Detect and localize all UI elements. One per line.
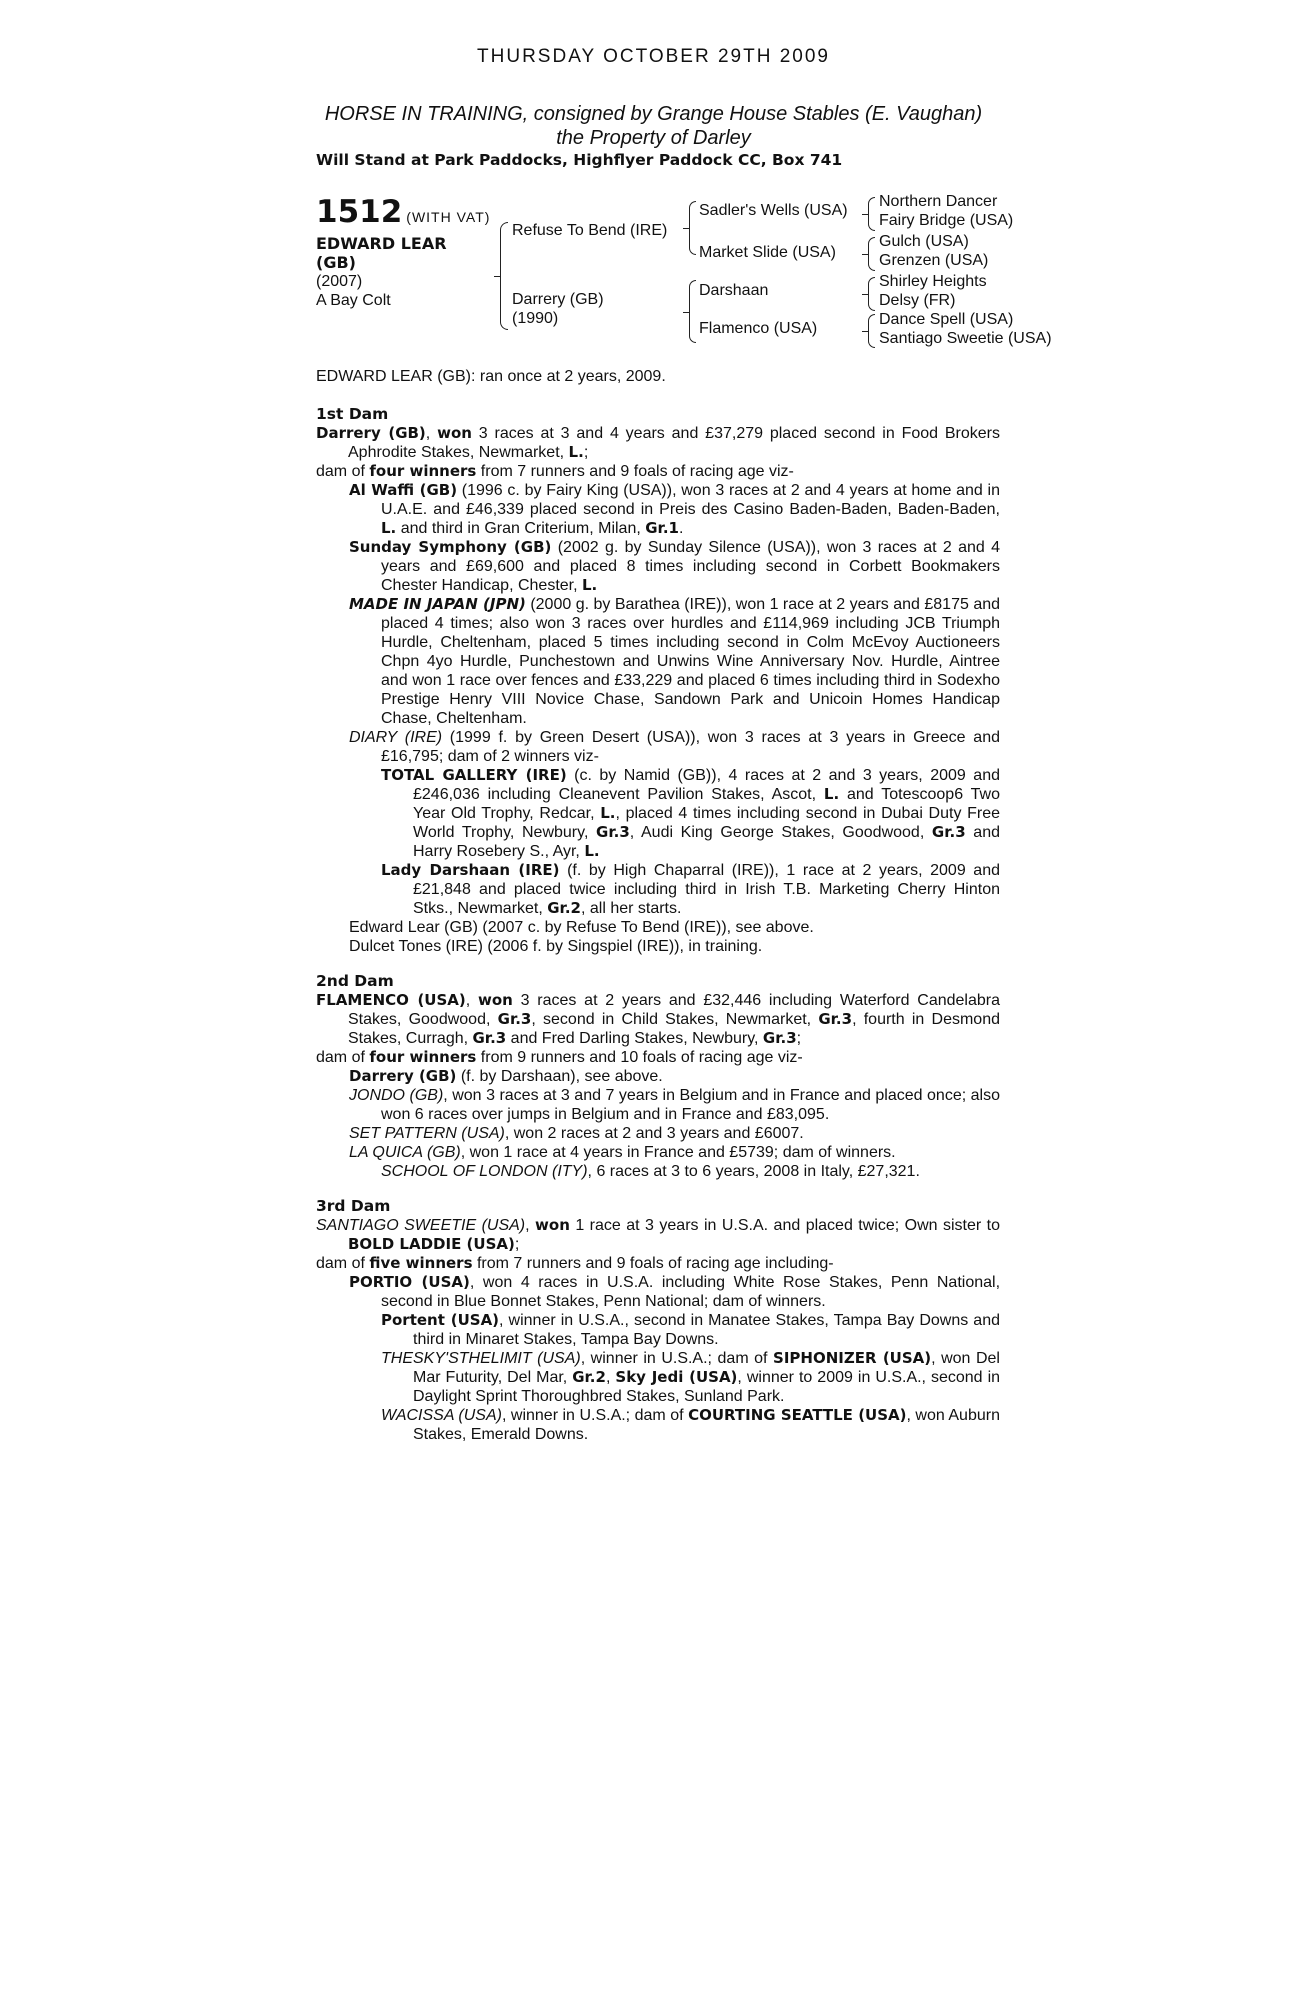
- produce-entry: THESKY'STHELIMIT (USA), winner in U.S.A.; dam of SIPHONIZER (USA), won Del Mar Futurity, Del Mar, Gr.2, Sky Jedi (USA), winner to 2009 in U.S.A., second in Daylight Sprint Thoroughbred Stakes, Sunland Park.: [381, 1349, 1001, 1405]
- pedigree-dam: Darrery (GB): [512, 291, 604, 308]
- pedigree-brace-sd: [868, 237, 875, 271]
- produce-entry: SET PATTERN (USA), won 2 races at 2 and 3 years and £6007.: [349, 1125, 804, 1142]
- produce-entry: MADE IN JAPAN (JPN) (2000 g. by Barathea (IRE)), won 1 race at 2 years and £8175 and placed 4 times; also won 3 races over hurdles and £114,969 including JCB Triumph Hurdle, Cheltenham, placed 5 times including second in Colm McEvoy Auctioneers Chpn 4yo Hurdle, Punchestown and Unwins Wine Anniversary Nov. Hurdle, Aintree and won 1 race over fences and £33,229 and placed 6 times including third in Sodexho Prestige Henry VIII Novice Chase, Sandown Park and Unicoin Homes Handicap Chase, Cheltenham.: [349, 595, 1001, 727]
- third-dam-heading: 3rd Dam: [316, 1197, 391, 1215]
- pedigree-ssd: Fairy Bridge (USA): [879, 212, 1014, 229]
- pedigree-ddd: Santiago Sweetie (USA): [879, 330, 1052, 347]
- vat-note: (WITH VAT): [406, 209, 491, 225]
- produce-entry: Dulcet Tones (IRE) (2006 f. by Singspiel (IRE)), in training.: [349, 938, 763, 955]
- consignment-heading: [0, 102, 1307, 150]
- pedigree-dam-year: (1990): [512, 310, 559, 327]
- third-dam-produce: dam of five winners from 7 runners and 9 foals of racing age including-: [316, 1254, 834, 1272]
- pedigree-sdd: Grenzen (USA): [879, 252, 989, 269]
- pedigree-brace-sire: [689, 201, 696, 255]
- first-dam-heading: 1st Dam: [316, 405, 389, 423]
- second-dam-intro: FLAMENCO (USA), won 3 races at 2 years and £32,446 including Waterford Candelabra Stakes, Goodwood, Gr.3, second in Child Stakes, Newmarket, Gr.3, fourth in Desmond Stakes, Curragh, Gr.3 and Fred Darling Stakes, Newbury, Gr.3;: [316, 991, 1001, 1047]
- lot-number: 1512: [316, 194, 403, 230]
- property-line: the Property of Darley: [556, 127, 751, 149]
- horse-description: A Bay Colt: [316, 292, 391, 309]
- pedigree-dam-sire: Darshaan: [699, 282, 769, 299]
- pedigree-sds: Gulch (USA): [879, 233, 969, 250]
- pedigree-sss: Northern Dancer: [879, 193, 998, 210]
- pedigree-dam-dam: Flamenco (USA): [699, 320, 818, 337]
- first-dam-produce: dam of four winners from 7 runners and 9 foals of racing age viz-: [316, 462, 794, 480]
- produce-entry: DIARY (IRE) (1999 f. by Green Desert (USA)), won 3 races at 3 years in Greece and £16,795; dam of 2 winners viz-: [349, 729, 1000, 765]
- horse-name: EDWARD LEAR (GB): [316, 234, 447, 272]
- second-dam-produce: dam of four winners from 9 runners and 10 foals of racing age viz-: [316, 1048, 803, 1066]
- pedigree-brace-main: [500, 222, 508, 330]
- produce-entry: LA QUICA (GB), won 1 race at 4 years in France and £5739; dam of winners.: [349, 1144, 896, 1161]
- family-record: [316, 405, 1000, 1444]
- lot-number-block: [316, 194, 490, 230]
- pedigree-sire-dam: Market Slide (USA): [699, 244, 836, 261]
- horse-details: [316, 272, 391, 310]
- first-dam-intro: Darrery (GB), won 3 races at 3 and 4 years and £37,279 placed second in Food Brokers Aphrodite Stakes, Newmarket, L.;: [316, 424, 1000, 461]
- pedigree-brace-ss: [868, 197, 875, 231]
- pedigree-dds: Dance Spell (USA): [879, 311, 1014, 328]
- produce-entry: PORTIO (USA), won 4 races in U.S.A. including White Rose Stakes, Penn National, second in Blue Bonnet Stakes, Penn National; dam of winners.: [349, 1273, 1001, 1310]
- produce-entry: Sunday Symphony (GB) (2002 g. by Sunday Silence (USA)), won 3 races at 2 and 4 years and £69,600 and placed 8 times including second in Corbett Bookmakers Chester Handicap, Chester, L.: [349, 538, 1000, 594]
- produce-entry: Portent (USA), winner in U.S.A., second in Manatee Stakes, Tampa Bay Downs and third in Minaret Stakes, Tampa Bay Downs.: [381, 1311, 1000, 1348]
- pedigree-brace-dam: [689, 280, 696, 343]
- produce-entry: Lady Darshaan (IRE) (f. by High Chaparral (IRE)), 1 race at 2 years, 2009 and £21,848 and placed twice including third in Irish T.B. Marketing Cherry Hinton Stks., Newmarket, Gr.2, all her starts.: [381, 861, 1001, 917]
- pedigree-brace-dd: [868, 314, 875, 348]
- produce-entry: WACISSA (USA), winner in U.S.A.; dam of COURTING SEATTLE (USA), won Auburn Stakes, Emerald Downs.: [381, 1406, 1000, 1443]
- produce-entry: TOTAL GALLERY (IRE) (c. by Namid (GB)), 4 races at 2 and 3 years, 2009 and £246,036 including Cleanevent Pavilion Stakes, Ascot, L. and Totescoop6 Two Year Old Trophy, Redcar, L., placed 4 times including second in Dubai Duty Free World Trophy, Newbury, Gr.3, Audi King George Stakes, Goodwood, Gr.3 and Harry Rosebery S., Ayr, L.: [381, 766, 1001, 860]
- race-summary: EDWARD LEAR (GB): ran once at 2 years, 2009.: [316, 368, 666, 385]
- pedigree-dss: Shirley Heights: [879, 273, 987, 290]
- pedigree-brace-ds: [868, 277, 875, 311]
- second-dam-heading: 2nd Dam: [316, 972, 394, 990]
- stand-location: Will Stand at Park Paddocks, Highflyer Paddock CC, Box 741: [316, 151, 843, 169]
- produce-entry: SCHOOL OF LONDON (ITY), 6 races at 3 to 6 years, 2008 in Italy, £27,321.: [381, 1163, 920, 1180]
- pedigree-dsd: Delsy (FR): [879, 292, 956, 309]
- produce-entry: Edward Lear (GB) (2007 c. by Refuse To Bend (IRE)), see above.: [349, 919, 814, 936]
- pedigree-sire-sire: Sadler's Wells (USA): [699, 202, 848, 219]
- pedigree-sire: Refuse To Bend (IRE): [512, 222, 668, 239]
- produce-entry: Al Waffi (GB) (1996 c. by Fairy King (USA)), won 3 races at 2 and 4 years at home and in U.A.E. and £46,339 placed second in Preis des Casino Baden-Baden, Baden-Baden, L. and third in Gran Criterium, Milan, Gr.1.: [349, 481, 1000, 537]
- produce-entry: JONDO (GB), won 3 races at 3 and 7 years in Belgium and in France and placed once; also won 6 races over jumps in Belgium and in France and £83,095.: [349, 1087, 1001, 1123]
- produce-entry: Darrery (GB) (f. by Darshaan), see above.: [349, 1067, 663, 1085]
- foaling-year: (2007): [316, 273, 363, 290]
- consignor-line: HORSE IN TRAINING, consigned by Grange House Stables (E. Vaughan): [324, 103, 983, 125]
- sale-date: THURSDAY OCTOBER 29TH 2009: [477, 46, 830, 67]
- third-dam-intro: SANTIAGO SWEETIE (USA), won 1 race at 3 years in U.S.A. and placed twice; Own sister to BOLD LADDIE (USA);: [316, 1216, 1001, 1253]
